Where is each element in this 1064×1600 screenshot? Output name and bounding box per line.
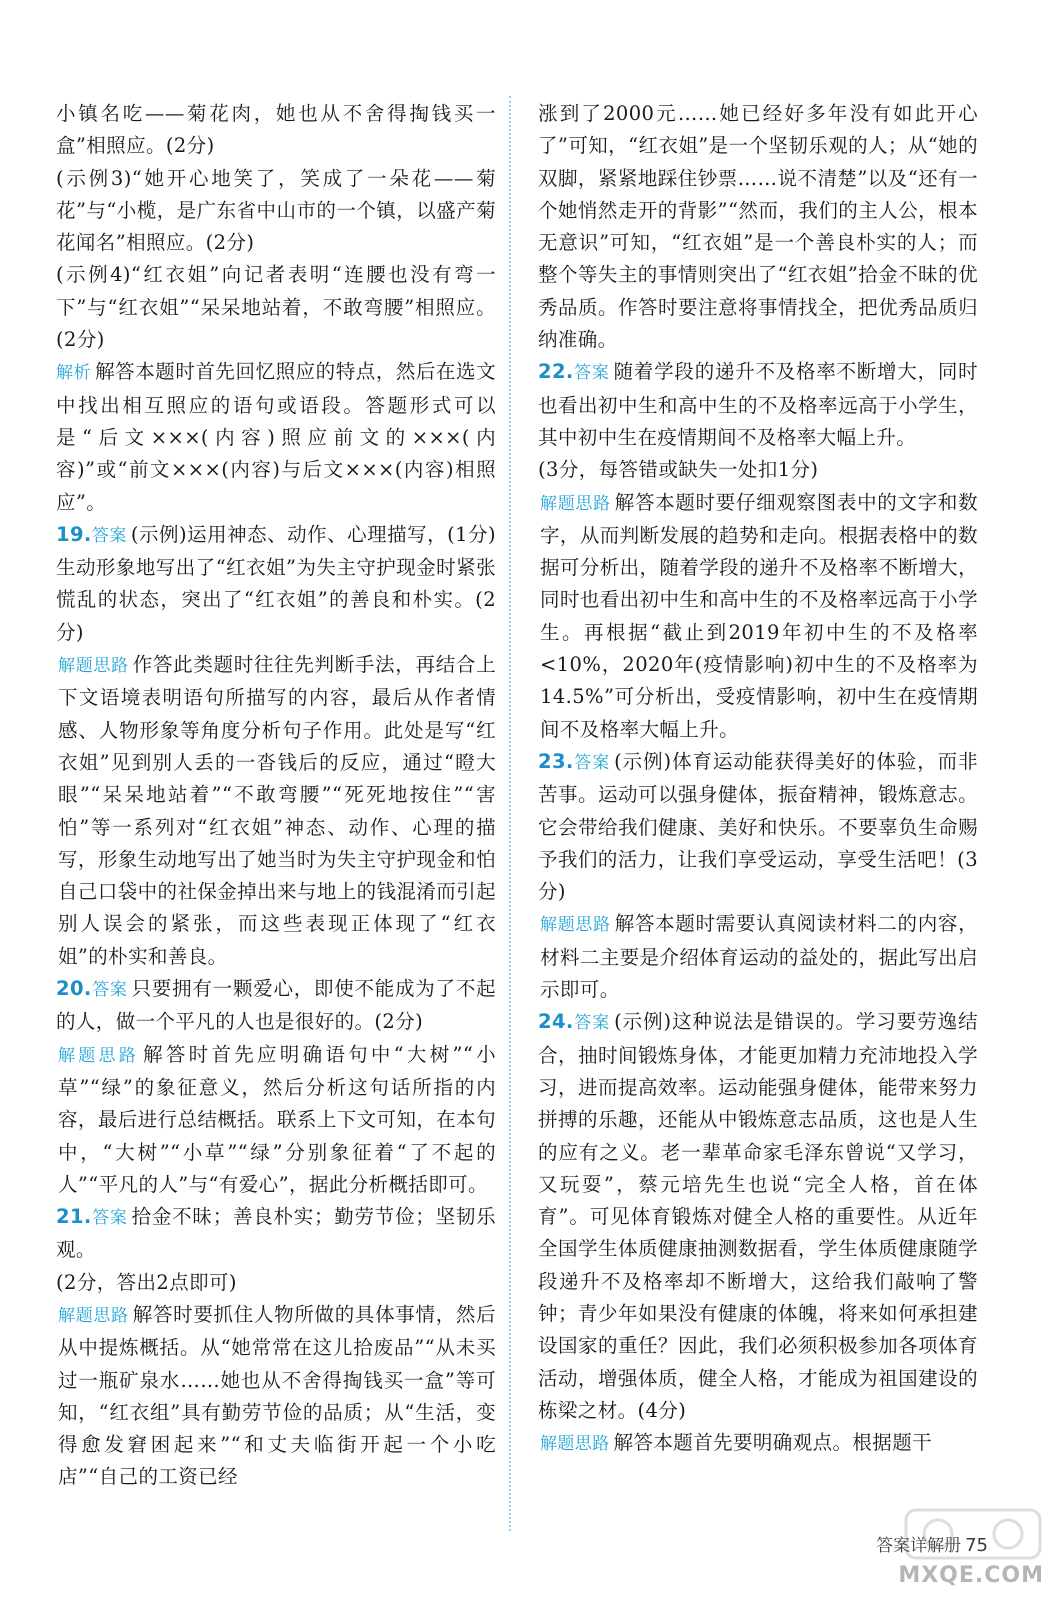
q22-answer [538, 356, 978, 454]
answer-tag: 答案 [91, 980, 128, 1001]
q18-analysis [56, 356, 496, 518]
idea-text: 解答本题首先要明确观点。根据题干 [613, 1431, 933, 1455]
answer-text: (示例)体育运动能获得美好的体验，而非苦事。运动可以强身健体，振奋精神，锻炼意志。它会带给我们健康、美好和快乐。不要辜负生命赐予我们的活力，让我们享受运动，享受生活吧！(3分) [538, 749, 978, 904]
q19-idea [56, 649, 496, 973]
idea-tag: 解题思路 [540, 915, 611, 936]
q23-answer [538, 746, 978, 908]
q21-answer [56, 1201, 496, 1267]
q22-score-note: (3分，每答错或缺失一处扣1分) [538, 458, 819, 482]
idea-tag: 解题思路 [540, 1434, 610, 1455]
answer-text: (示例)运用神态、动作、心理描写，(1分)生动形象地写出了“红衣姐”为失主守护现金时紧张慌乱的状态，突出了“红衣姐”的善良和朴实。(2分) [56, 522, 496, 644]
question-number: 24. [538, 1010, 574, 1034]
q21-idea [56, 1299, 496, 1494]
q20-answer [56, 973, 496, 1039]
idea-tag: 解题思路 [58, 1045, 140, 1066]
answer-tag: 答案 [91, 525, 127, 546]
q24-answer [538, 1006, 978, 1427]
analysis-tag: 解析 [56, 363, 92, 384]
watermark-text: MXQE.COM [898, 1563, 1044, 1588]
q18-example-3: (示例3)“她开心地笑了，笑成了一朵花——菊花”与“小榄，是广东省中山市的一个镇，以盛产菊花闻名”相照应。(2分) [56, 166, 496, 255]
idea-tag: 解题思路 [58, 656, 129, 677]
answer-text: 只要拥有一颗爱心，即使不能成为了不起的人，做一个平凡的人也是很好的。(2分) [56, 977, 496, 1034]
q21-idea-continuation: 涨到了2000元……她已经好多年没有如此开心了”可知，“红衣姐”是一个坚韧乐观的人；从“她的双脚，紧紧地踩住钞票……说不清楚”以及“还有一个她悄然走开的背影”“然而，我们的主人公，根本无意识”可知，“红衣姐”是一个善良朴实的人；而整个等失主的事情则突出了“红衣姐”拾金不昧的优秀品质。作答时要注意将事情找全，把优秀品质归纳准确。 [538, 102, 978, 352]
question-number: 22. [538, 360, 574, 384]
answer-text: (示例)这种说法是错误的。学习要劳逸结合，抽时间锻炼身体，才能更加精力充沛地投入学习，进而提高效率。运动能强身健体，能带来努力拼搏的乐趣，还能从中锻炼意志品质，这也是人生的应有之义。老一辈革命家毛泽东曾说“又学习，又玩耍”，蔡元培先生也说“完全人格，首在体育”。可见体育锻炼对健全人格的重要性。从近年全国学生体质健康抽测数据看，学生体质健康随学段递升不及格率却不断增大，这给我们敲响了警钟；青少年如果没有健康的体魄，将来如何承担建设国家的重任？因此，我们必须积极参加各项体育活动，增强体质，健全人格，才能成为祖国建设的栋梁之材。(4分) [538, 1010, 978, 1422]
q24-idea [538, 1427, 978, 1460]
q18-example-4: (示例4)“红衣姐”向记者表明“连腰也没有弯一下”与“红衣姐”“呆呆地站着，不敢弯腰”相照应。(2分) [56, 263, 496, 352]
idea-tag: 解题思路 [540, 493, 611, 514]
question-number: 21. [56, 1205, 92, 1229]
q19-answer [56, 519, 496, 649]
column-divider [509, 96, 511, 1531]
idea-text: 解答本题时需要认真阅读材料二的内容，材料二主要是介绍体育运动的益处的，据此写出启示即可。 [540, 912, 978, 1002]
page-number: 75 [965, 1535, 988, 1556]
answer-tag: 答案 [91, 1208, 128, 1229]
idea-text: 解答时要抓住人物所做的具体事情，然后从中提炼概括。从“她常常在这儿拾废品”“从未买过一瓶矿泉水……她也从不舍得掏钱买一盒”等可知，“红衣组”具有勤劳节俭的品质；从“生活，变得愈发窘困起来”“和丈夫临街开起一个小吃店”“自己的工资已经 [58, 1302, 496, 1489]
question-number: 20. [56, 977, 92, 1001]
idea-tag: 解题思路 [58, 1305, 129, 1326]
idea-text: 解答时首先应明确语句中“大树”“小草”“绿”的象征意义，然后分析这句话所指的内容，最后进行总结概括。联系上下文可知，在本句中，“大树”“小草”“绿”分别象征着“了不起的人”“平凡的人”与“有爱心”，据此分析概括即可。 [58, 1042, 496, 1196]
q18-continuation-1: 小镇名吃——菊花肉，她也从不舍得掏钱买一盒”相照应。(2分) [56, 102, 496, 158]
book-label: 答案详解册 [876, 1536, 962, 1556]
q22-idea [538, 487, 978, 746]
answer-text: 随着学段的递升不及格率不断增大，同时也看出初中生和高中生的不及格率远高于小学生，其中初中生在疫情期间不及格率大幅上升。 [538, 360, 978, 449]
answer-tag: 答案 [573, 363, 610, 384]
answer-tag: 答案 [573, 1013, 611, 1034]
left-column [56, 98, 496, 1494]
analysis-text: 解答本题时首先回忆照应的特点，然后在选文中找出相互照应的语句或语段。答题形式可以是“后文×××(内容)照应前文的×××(内容)”或“前文×××(内容)与后文×××(内容)相照应”。 [56, 360, 496, 514]
q20-idea [56, 1039, 496, 1201]
right-column [538, 98, 978, 1460]
question-number: 19. [56, 522, 92, 546]
question-number: 23. [538, 749, 574, 773]
q21-score-note: (2分，答出2点即可) [56, 1270, 237, 1294]
answer-tag: 答案 [573, 752, 611, 773]
idea-text: 解答本题时要仔细观察图表中的文字和数字，从而判断发展的趋势和走向。根据表格中的数据可分析出，随着学段的递升不及格率不断增大，同时也看出初中生和高中生的不及格率远高于小学生。再根据“截止到2019年初中生的不及格率<10%，2020年(疫情影响)初中生的不及格率为14.5%”可分析出，受疫情影响，初中生在疫情期间不及格率大幅上升。 [540, 490, 978, 741]
q23-idea [538, 908, 978, 1006]
answer-text: 拾金不昧；善良朴实；勤劳节俭；坚韧乐观。 [56, 1205, 496, 1262]
idea-text: 作答此类题时往往先判断手法，再结合上下文语境表明语句所描写的内容，最后从作者情感、人物形象等角度分析句子作用。此处是写“红衣姐”见到别人丢的一沓钱后的反应，通过“瞪大眼”“呆呆地站着”“不敢弯腰”“死死地按住”“害怕”等一系列对“红衣姐”神态、动作、心理的描写，形象生动地写出了她当时为失主守护现金和怕自己口袋中的社保金掉出来与地上的钱混淆而引起别人误会的紧张，而这些表现正体现了“红衣姐”的朴实和善良。 [58, 653, 496, 968]
